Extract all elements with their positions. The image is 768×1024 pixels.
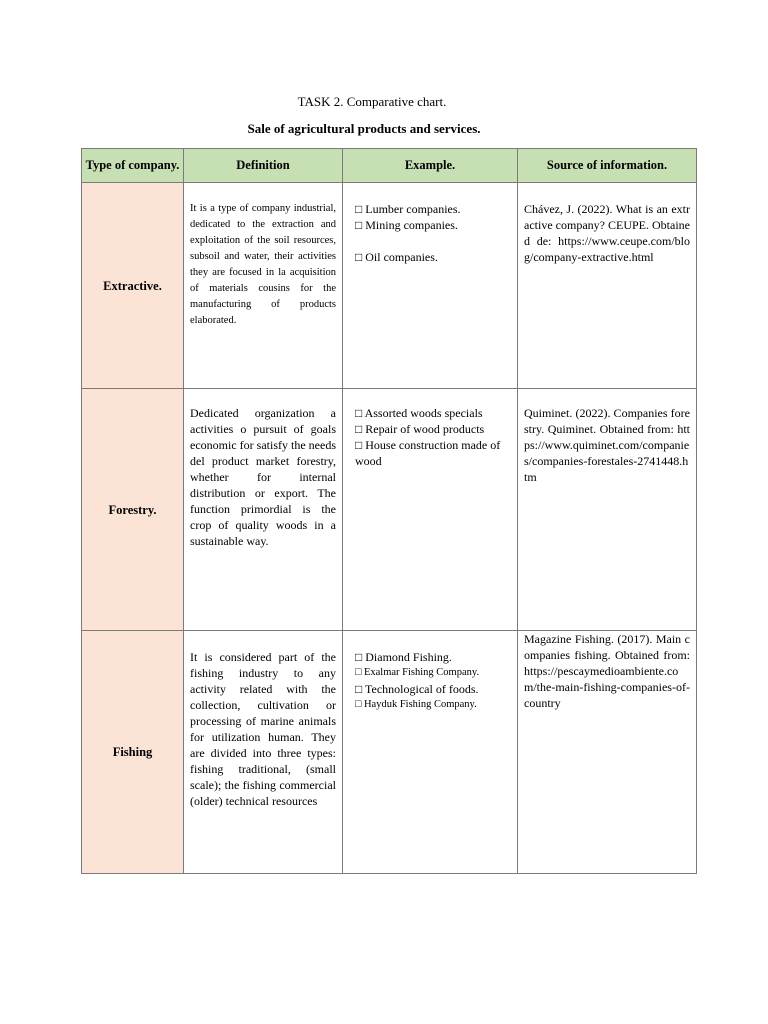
source-text: Chávez, J. (2022). What is an extractive company? CEUPE. Obtained de: https://www.ceupe.com/blog/company-extractive.html [524, 202, 690, 264]
example-cell [343, 389, 518, 631]
definition-text: Dedicated organization a activities o pursuit of goals economic for satisfy the needs del product market forestry, whether for internal distribution or export. The function primordial is the crop of quality woods in a sustainable way. [190, 406, 336, 548]
example-item: □ Lumber companies. [355, 202, 461, 216]
bullet-icon: □ [355, 650, 366, 664]
bullet-icon: □ [355, 699, 364, 710]
bullet-icon: □ [355, 406, 365, 420]
bullet-icon: □ [355, 667, 364, 678]
source-text: Magazine Fishing. (2017). Main companies fishing. Obtained from: https://pescaymedioambiente.com/the-main-fishing-companies-of-country [524, 632, 690, 710]
example-item: □ House construction made of wood [355, 438, 501, 468]
table-row [82, 631, 697, 874]
header-type: Type of company. [82, 149, 184, 183]
source-cell [518, 389, 697, 631]
example-cell [343, 631, 518, 874]
bullet-icon: □ [355, 438, 366, 452]
example-item: □ Hayduk Fishing Company. [355, 699, 477, 710]
source-text: Quiminet. (2022). Companies forestry. Quiminet. Obtained from: https://www.quiminet.com/companies/companies-forestales-2741448.htm [524, 406, 690, 484]
bullet-icon: □ [355, 250, 366, 264]
definition-text: It is considered part of the fishing industry to any activity related with the collection, cultivation or processing of marine animals for utilization human. They are divided into three types: fishing traditional, (small scale); the fishing commercial (older) technical resources [190, 650, 336, 808]
source-cell [518, 631, 697, 874]
table-row [82, 183, 697, 389]
bullet-icon: □ [355, 218, 366, 232]
example-item: □ Exalmar Fishing Company. [355, 667, 480, 678]
type-cell: Forestry. [82, 389, 184, 631]
header-definition: Definition [184, 149, 343, 183]
table-row [82, 389, 697, 631]
example-item: □ Diamond Fishing. [355, 650, 452, 664]
source-cell [518, 183, 697, 389]
definition-text: It is a type of company industrial, dedicated to the extraction and exploitation of the soil resources, subsoil and water, their activities they are focused in la acquisition of materials cousins for the manufacturing of products elaborated. [190, 203, 336, 326]
bullet-icon: □ [355, 202, 366, 216]
example-item: □ Mining companies. [355, 218, 458, 232]
definition-cell [184, 183, 343, 389]
chart-subtitle: Sale of agricultural products and services. [247, 121, 481, 136]
bullet-icon: □ [355, 682, 366, 696]
definition-cell [184, 631, 343, 874]
example-item: □ Repair of wood products [355, 422, 485, 436]
definition-cell [184, 389, 343, 631]
comparative-chart-table [81, 148, 697, 874]
header-source: Source of information. [518, 149, 697, 183]
type-cell: Extractive. [82, 183, 184, 389]
type-cell: Fishing [82, 631, 184, 874]
example-item: □ Oil companies. [355, 250, 438, 264]
header-example: Example. [343, 149, 518, 183]
task-title: TASK 2. Comparative chart. [297, 94, 447, 109]
example-cell [343, 183, 518, 389]
example-item: □ Assorted woods specials [355, 406, 483, 420]
header-row [82, 149, 697, 183]
example-item: □ Technological of foods. [355, 682, 479, 696]
bullet-icon: □ [355, 422, 366, 436]
